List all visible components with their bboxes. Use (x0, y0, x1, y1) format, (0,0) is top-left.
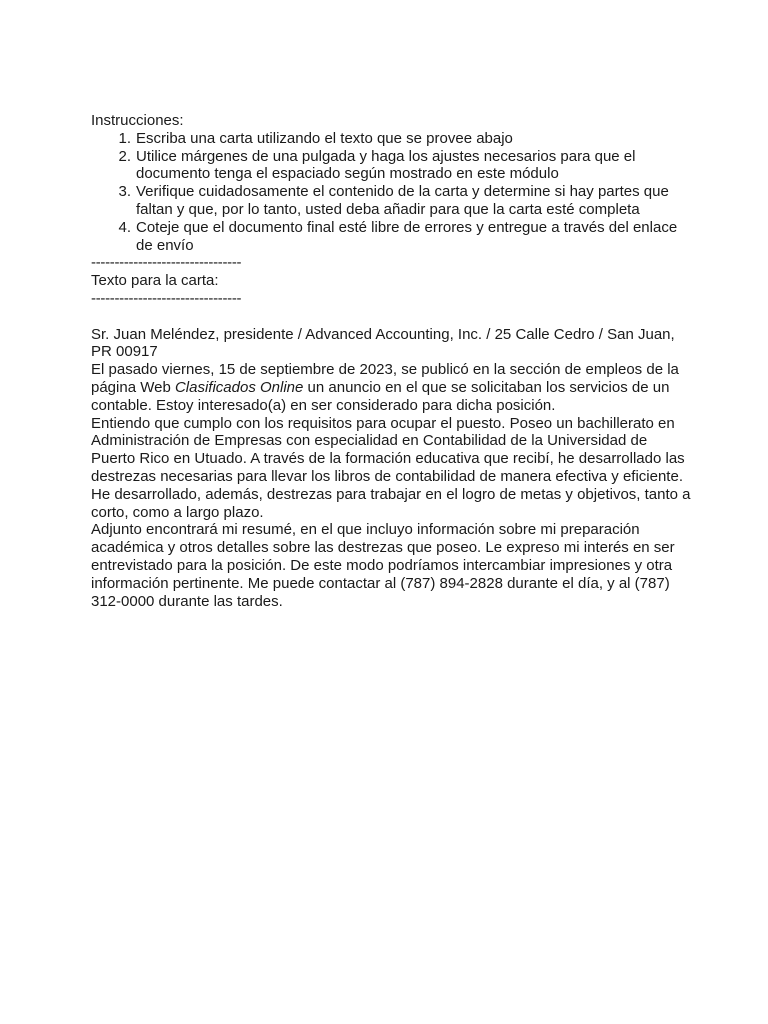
separator-line-top: -------------------------------- (91, 254, 242, 272)
instruction-number: 2. (118, 147, 131, 165)
instruction-text: Verifique cuidadosamente el contenido de la carta y determine si hay partes que faltan y que, por lo tanto, usted deba añadir para que la carta esté completa (136, 183, 669, 218)
separator-line-bottom: -------------------------------- (91, 289, 242, 307)
blank-line (91, 308, 691, 326)
instruction-number: 4. (118, 218, 131, 236)
paragraph-1-start: El pasado viernes, 15 de septiembre de 2023, se publicó en la sección de empleos de la página Web (91, 361, 679, 396)
paragraph-1-italic-title: Clasificados Online (174, 378, 304, 396)
letter-text-heading: Texto para la carta: (91, 272, 219, 290)
instruction-text: Coteje que el documento final esté libre de errores y entregue a través del enlace de envío (136, 218, 678, 254)
letter-paragraph-1 (91, 361, 691, 414)
instruction-item (118, 183, 691, 219)
instruction-item (118, 147, 691, 184)
document-page (91, 112, 691, 610)
instruction-number: 1. (118, 129, 131, 147)
paragraph-1-end: un anuncio en el que se solicitaban los servicios de un contable. Estoy interesado(a) en ser considerado para dicha posición. (91, 378, 670, 414)
letter-paragraph-2: Entiendo que cumplo con los requisitos para ocupar el puesto. Poseo un bachillerato en Administración de Empresas con especialidad en Contabilidad de la Universidad de Puerto Rico en Utuado. A través de la formación educativa que recibí, he desarrollado las destrezas necesarias para llevar los libros de contabilidad de manera efectiva y eficiente. He desarrollado, además, destrezas para trabajar en el logro de metas y objetivos, tanto a corto, como a largo plazo. (91, 414, 691, 521)
letter-paragraph-3: Adjunto encontrará mi resumé, en el que incluyo información sobre mi preparación académica y otros detalles sobre las destrezas que poseo. Le expreso mi interés en ser entrevistado para la posición. De este modo podríamos intercambiar impresiones y otra información pertinente. Me puede contactar al (787) 894-2828 durante el día, y al (787) 312-0000 durante las tardes. (91, 521, 675, 610)
letter-address: Sr. Juan Meléndez, presidente / Advanced Accounting, Inc. / 25 Calle Cedro / San Juan, PR 00917 (91, 325, 675, 361)
instructions-list (91, 130, 691, 255)
instruction-item (118, 218, 691, 255)
instruction-text: Escriba una carta utilizando el texto que se provee abajo (136, 129, 513, 147)
instruction-number: 3. (118, 183, 131, 201)
instruction-text: Utilice márgenes de una pulgada y haga los ajustes necesarios para que el documento tenga el espaciado según mostrado en este módulo (136, 147, 636, 183)
instructions-heading: Instrucciones: (91, 112, 184, 129)
instruction-item (118, 129, 691, 148)
